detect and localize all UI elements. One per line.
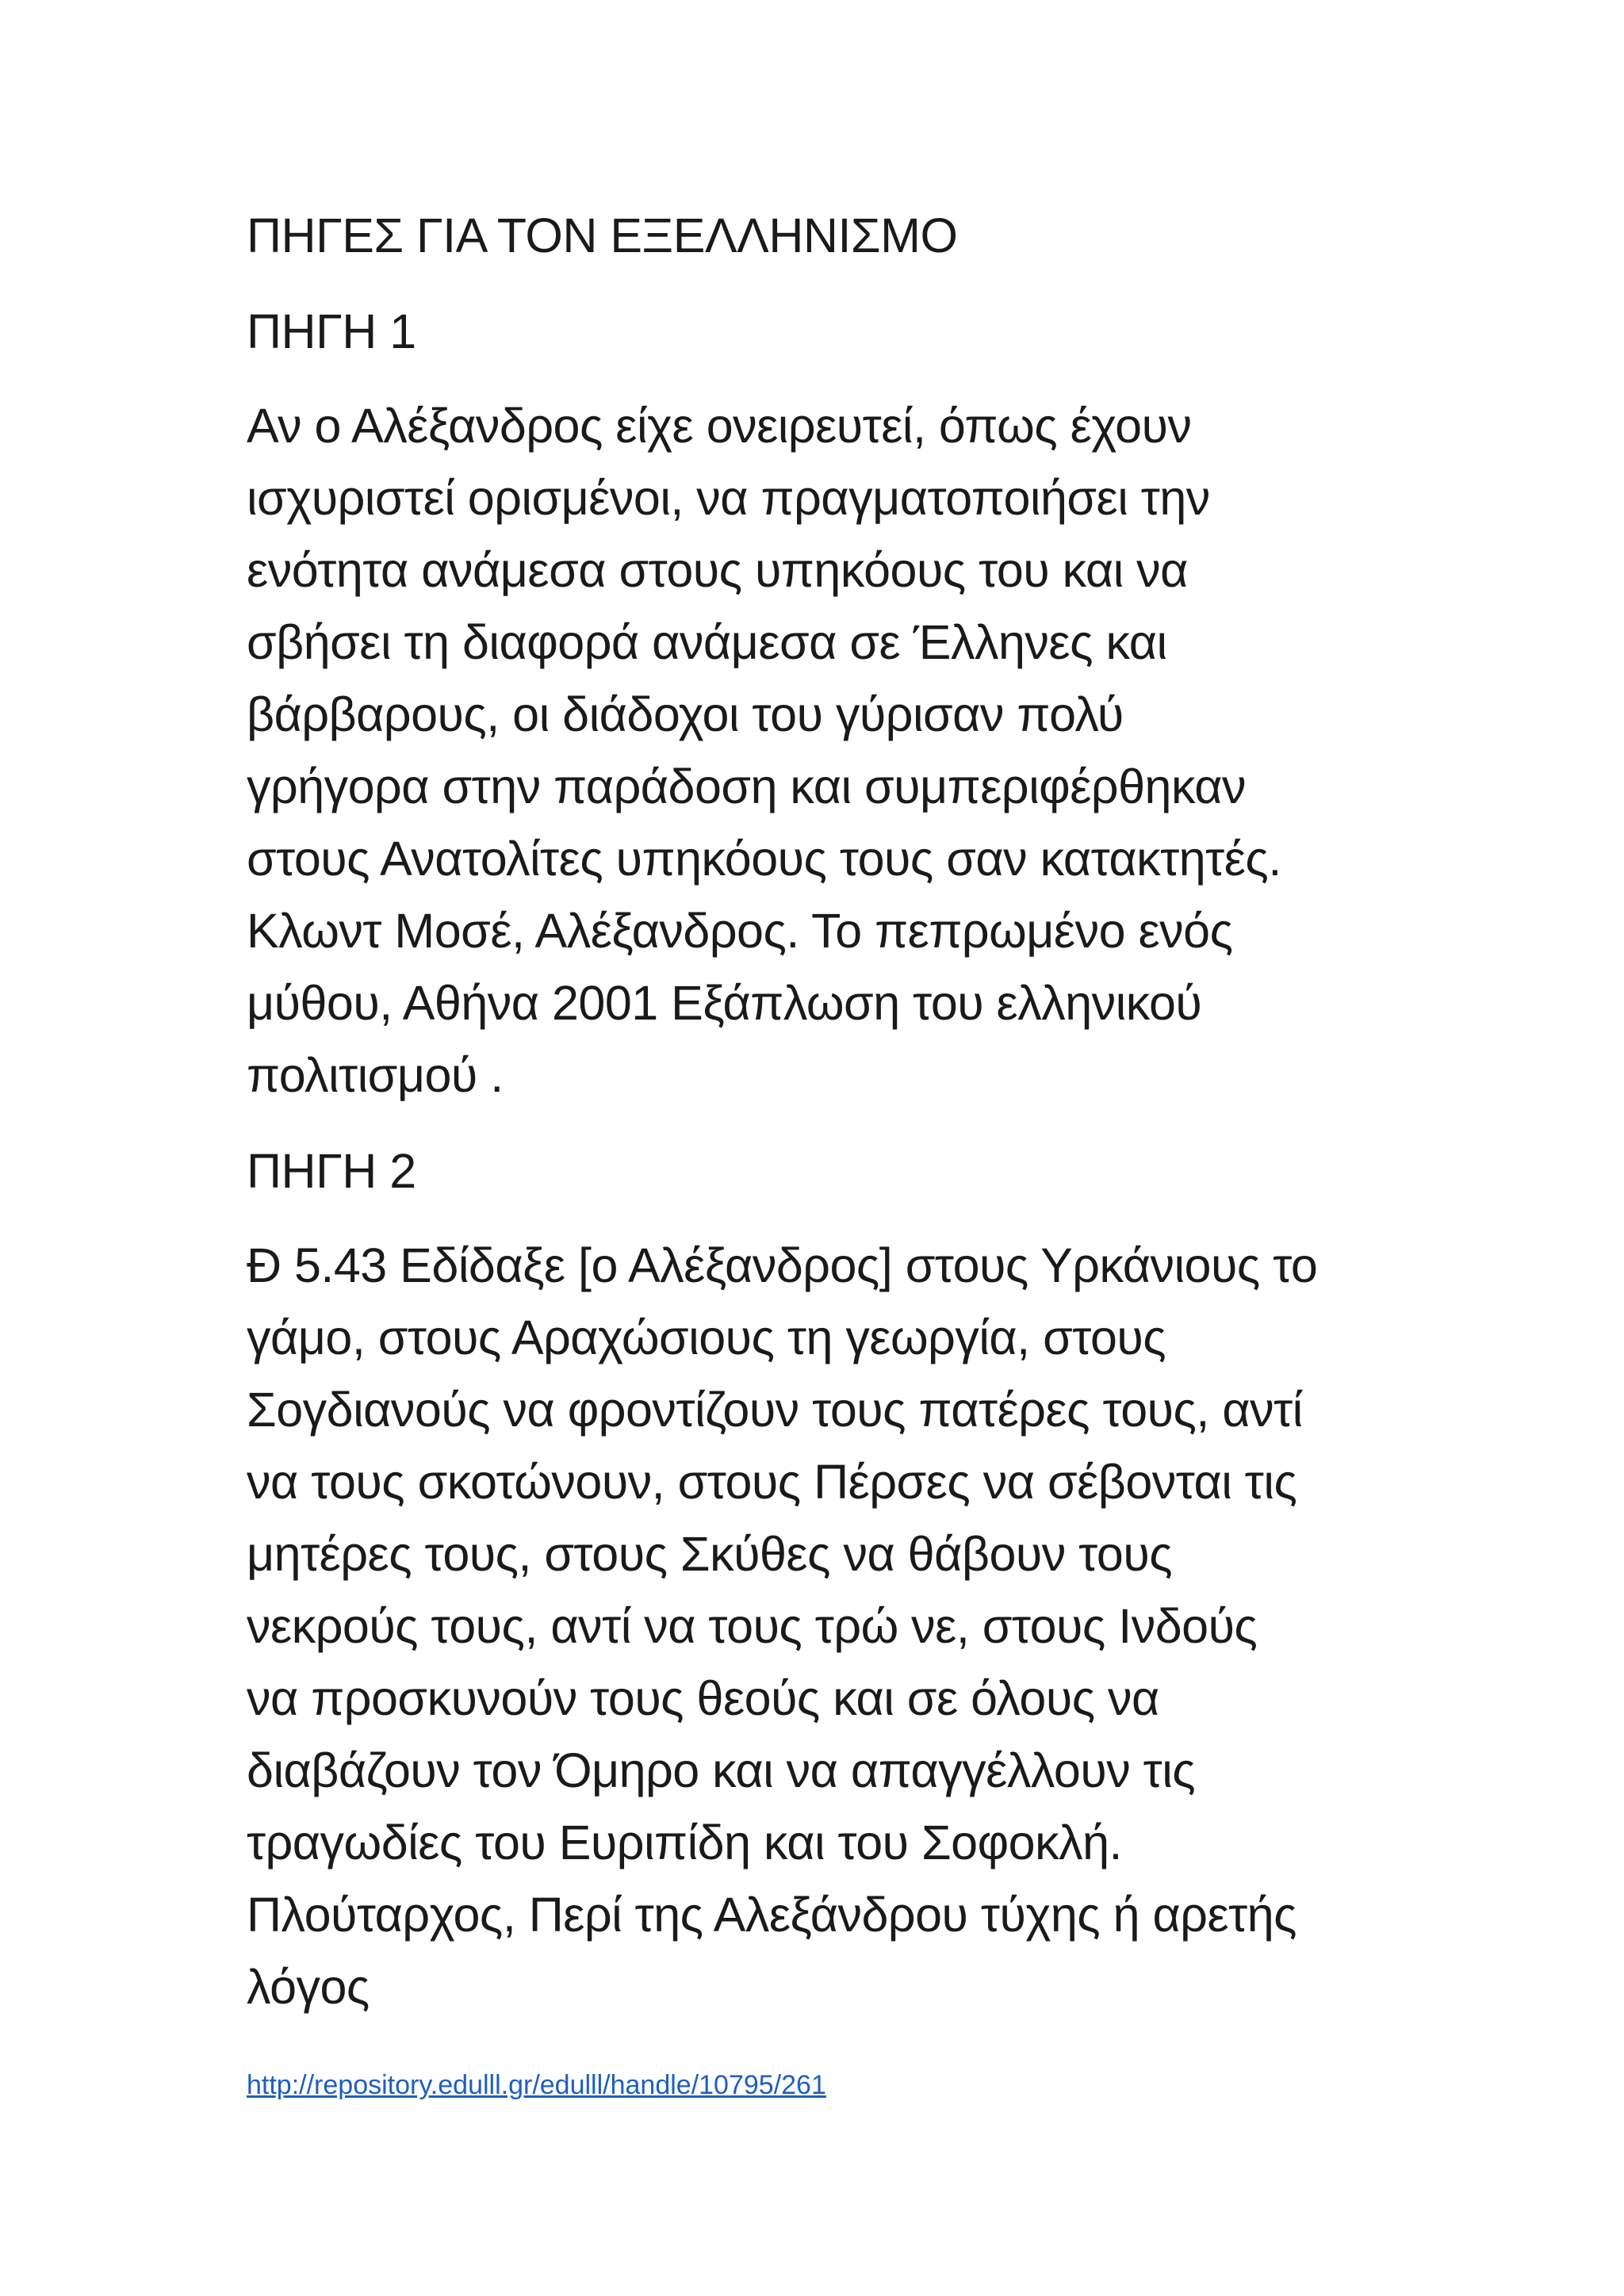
source-1-line: γρήγορα στην παράδοση και συμπεριφέρθηκαν	[247, 760, 1246, 813]
source-2-line: μητέρες τους, στους Σκύθες να θάβουν τους	[247, 1527, 1173, 1581]
source-1-line: πολιτισμού .	[247, 1048, 504, 1102]
source-1-line: στους Ανατολίτες υπηκόους τους σαν κατακτητές.	[247, 832, 1281, 886]
source-1-line: Αν ο Αλέξανδρος είχε ονειρευτεί, όπως έχουν	[247, 399, 1192, 453]
source-2-line: Σογδιανούς να φροντίζουν τους πατέρες τους, αντί	[247, 1383, 1303, 1437]
source-2-text	[247, 1230, 1420, 2023]
source-2-heading: ΠΗΓΗ 2	[247, 1144, 416, 1198]
source-1-line: ενότητα ανάμεσα στους υπηκόους του και να	[247, 543, 1188, 597]
source-2-line: τραγωδίες του Ευριπίδη και του Σοφοκλή.	[247, 1816, 1122, 1869]
source-1-line: ισχυριστεί ορισμένοι, να πραγματοποιήσει την	[247, 471, 1210, 525]
source-2-line: νεκρούς τους, αντί να τους τρώ νε, στους Ινδούς	[247, 1599, 1258, 1653]
document-content	[247, 190, 1420, 2101]
document-title: ΠΗΓΕΣ ΓΙΑ ΤΟΝ ΕΞΕΛΛΗΝΙΣΜΟ	[247, 209, 958, 262]
source-1-text	[247, 390, 1420, 1112]
source-2-line: να προσκυνούν τους θεούς και σε όλους να	[247, 1671, 1159, 1725]
source-2-line: λόγος	[247, 1960, 370, 2014]
repository-link[interactable]: http://repository.edulll.gr/edulll/handle/10795/261	[247, 2070, 826, 2100]
source-2-line: γάμο, στους Αραχώσιους τη γεωργία, στους	[247, 1311, 1166, 1364]
source-2-line: Πλούταρχος, Περί της Αλεξάνδρου τύχης ή αρετής	[247, 1888, 1297, 1942]
source-1-heading: ΠΗΓΗ 1	[247, 304, 416, 358]
source-2-line: να τους σκοτώνουν, στους Πέρσες να σέβονται τις	[247, 1455, 1297, 1509]
source-1-line: μύθου, Αθήνα 2001 Εξάπλωση του ελληνικού	[247, 976, 1202, 1030]
source-1-line: σβήσει τη διαφορά ανάμεσα σε Έλληνες και	[247, 615, 1167, 669]
source-1-line: Κλωντ Μοσέ, Αλέξανδρος. Το πεπρωμένο ενός	[247, 904, 1233, 958]
source-2-line: Ð 5.43 Εδίδαξε [ο Αλέξανδρος] στους Υρκάνιους το	[247, 1238, 1318, 1292]
source-2-line: διαβάζουν τον Όμηρο και να απαγγέλλουν τις	[247, 1743, 1196, 1797]
source-1-line: βάρβαρους, οι διάδοχοι του γύρισαν πολύ	[247, 687, 1124, 741]
